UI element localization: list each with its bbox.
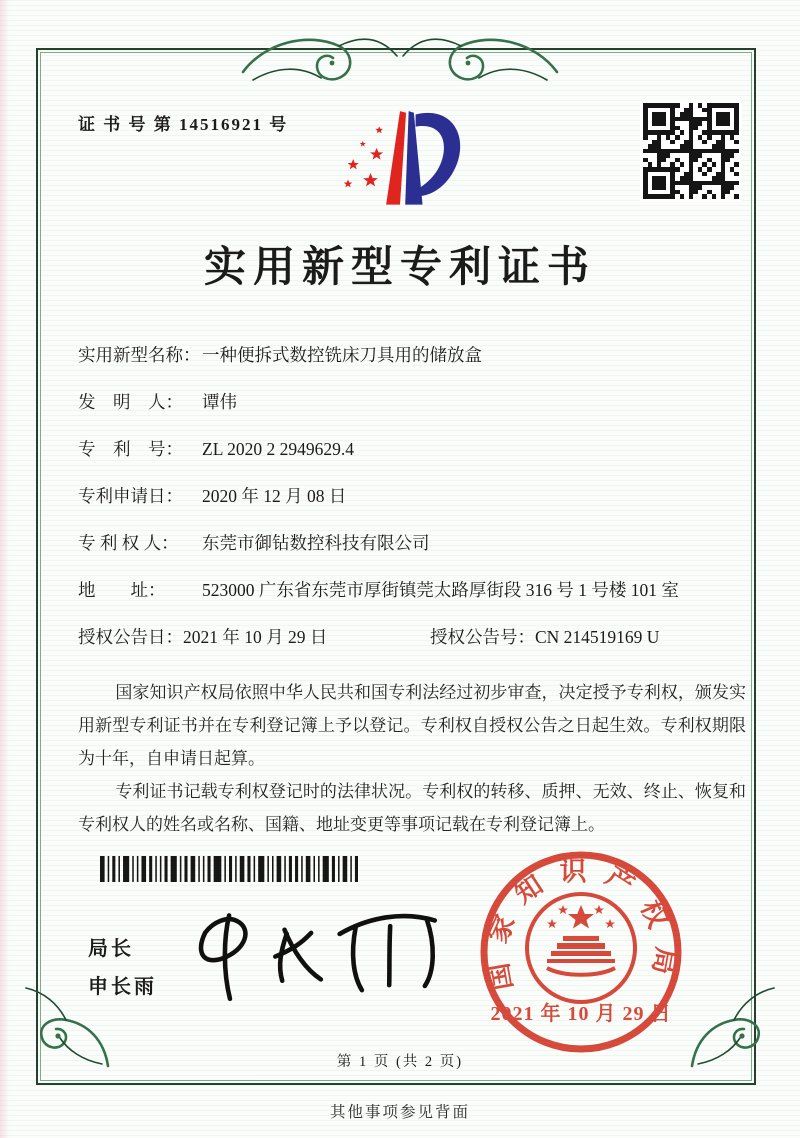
field-row-inventor bbox=[78, 389, 744, 415]
field-row-name bbox=[78, 342, 744, 368]
qr-code-icon bbox=[640, 100, 742, 202]
legal-text bbox=[78, 676, 746, 841]
signatory-name: 申长雨 bbox=[88, 976, 157, 998]
field-value: 东莞市御钻数控科技有限公司 bbox=[202, 533, 430, 553]
field-row-patent-no bbox=[78, 436, 744, 462]
director-signature bbox=[180, 889, 460, 1021]
field-label: 实用新型名称： bbox=[78, 345, 201, 365]
barcode-icon bbox=[100, 856, 358, 882]
field-row-patentee bbox=[78, 530, 744, 556]
field-label: 专利申请日： bbox=[78, 486, 183, 506]
signatory-block bbox=[88, 930, 157, 1006]
field-label: 专 利 号： bbox=[78, 439, 183, 459]
field-label: 授权公告日： bbox=[78, 627, 183, 647]
back-side-note: 其他事项参见背面 bbox=[329, 1104, 470, 1121]
field-value: 2020 年 12 月 08 日 bbox=[202, 486, 347, 506]
field-row-filing-date bbox=[78, 483, 744, 509]
field-label: 专 利 权 人： bbox=[78, 533, 179, 553]
field-value: 2021 年 10 月 29 日 bbox=[183, 627, 328, 647]
field-label: 地 址： bbox=[78, 580, 166, 600]
national-emblem-icon bbox=[527, 894, 635, 1002]
signatory-title: 局长 bbox=[88, 938, 134, 960]
field-label: 发 明 人： bbox=[78, 392, 183, 412]
page-number: 第 1 页 (共 2 页) bbox=[336, 1054, 464, 1070]
field-row-grant bbox=[78, 624, 744, 650]
certificate-number: 证 书 号 第 14516921 号 bbox=[78, 115, 289, 134]
seal-arc-text: 国家知识产权局 bbox=[480, 856, 682, 993]
field-value: 一种便拆式数控铣床刀具用的储放盒 bbox=[202, 345, 482, 365]
official-seal bbox=[468, 848, 694, 1074]
grant-no-pair bbox=[430, 624, 659, 650]
field-value: CN 214519169 U bbox=[535, 627, 660, 647]
top-center-flourish bbox=[235, 26, 565, 100]
certificate-title: 实用新型专利证书 bbox=[203, 245, 596, 291]
cnipa-logo-icon bbox=[322, 96, 478, 218]
svg-text:国家知识产权局 bbox=[481, 856, 681, 992]
field-value: 523000 广东省东莞市厚街镇莞太路厚街段 316 号 1 号楼 101 室 bbox=[202, 580, 679, 600]
grant-date-pair bbox=[78, 624, 430, 650]
field-list bbox=[78, 342, 744, 671]
field-value: ZL 2020 2 2949629.4 bbox=[202, 439, 354, 459]
legal-paragraph-1: 国家知识产权局依照中华人民共和国专利法经过初步审查，决定授予专利权，颁发实用新型专利证书并在专利登记簿上予以登记。专利权自授权公告之日起生效。专利权期限为十年，自申请日起算。 bbox=[78, 683, 746, 768]
legal-paragraph-2: 专利证书记载专利权登记时的法律状况。专利权的转移、质押、无效、终止、恢复和专利权人的姓名或名称、国籍、地址变更等事项记载在专利登记簿上。 bbox=[78, 782, 746, 834]
seal-date: 2021 年 10 月 29 日 bbox=[490, 1003, 672, 1025]
field-row-address bbox=[78, 577, 744, 603]
field-value: 谭伟 bbox=[202, 392, 237, 412]
field-label: 授权公告号： bbox=[430, 627, 535, 647]
